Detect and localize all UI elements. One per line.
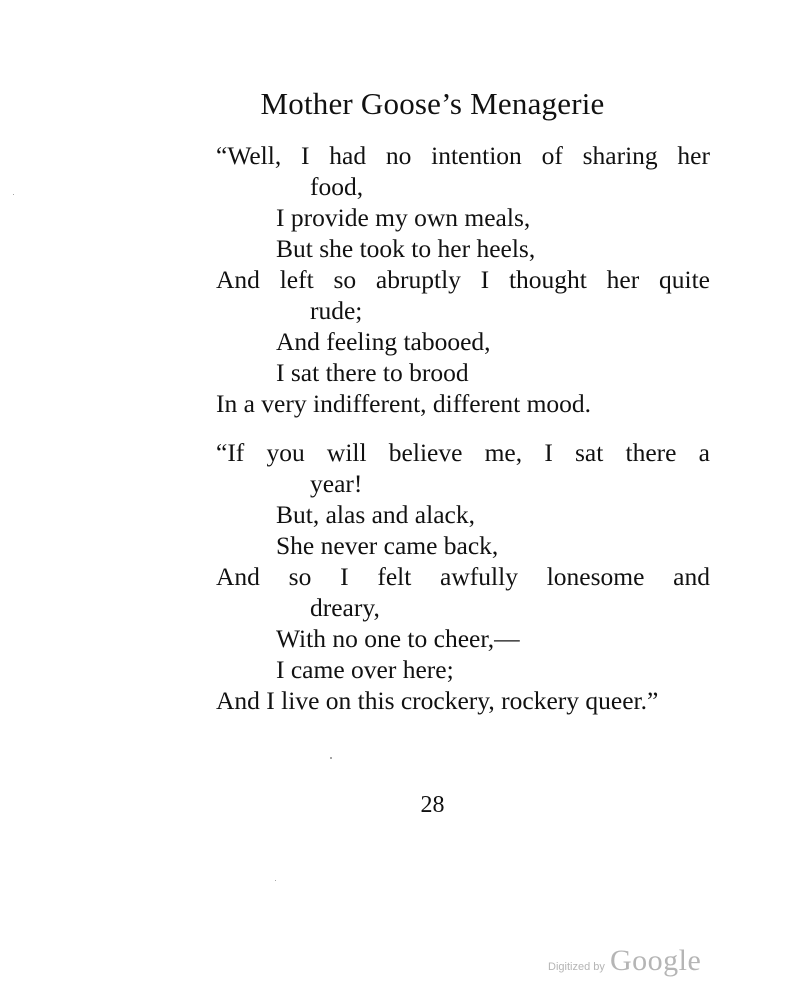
poem-line: year!	[310, 469, 363, 498]
poem-line: In a very indifferent, different mood.	[216, 389, 592, 418]
poem-line: But she took to her heels,	[276, 234, 536, 263]
poem-line: And feeling tabooed,	[276, 327, 491, 356]
poem-line: I sat there to brood	[276, 358, 469, 387]
poem-line: food,	[310, 172, 364, 201]
paper-speck	[275, 880, 276, 881]
digitized-by-google-watermark	[548, 944, 748, 984]
google-logo: Google	[609, 944, 702, 977]
poem-line: She never came back,	[276, 531, 499, 560]
poem-line: dreary,	[310, 593, 380, 622]
poem-line: I came over here;	[276, 655, 454, 684]
poem-line: I provide my own meals,	[276, 203, 531, 232]
poem-line: And so I felt awfully lonesome and	[216, 562, 710, 591]
poem-line: rude;	[310, 296, 363, 325]
poem-line: “If you will believe me, I sat there a	[216, 438, 710, 467]
poem-line: With no one to cheer,—	[276, 624, 520, 653]
paper-speck	[13, 194, 14, 195]
paper-speck	[330, 757, 332, 759]
stanza-1	[216, 140, 716, 419]
poem-line: But, alas and alack,	[276, 500, 475, 529]
watermark-prefix: Digitized by	[548, 961, 605, 973]
page-number: 28	[420, 792, 445, 818]
poem-line: “Well, I had no intention of sharing her	[216, 141, 710, 170]
poem-line: And left so abruptly I thought her quite	[216, 265, 710, 294]
running-title: Mother Goose’s Menagerie	[260, 86, 605, 121]
poem	[216, 140, 716, 716]
stanza-2	[216, 437, 716, 716]
poem-line: And I live on this crockery, rockery queer.”	[216, 686, 659, 715]
